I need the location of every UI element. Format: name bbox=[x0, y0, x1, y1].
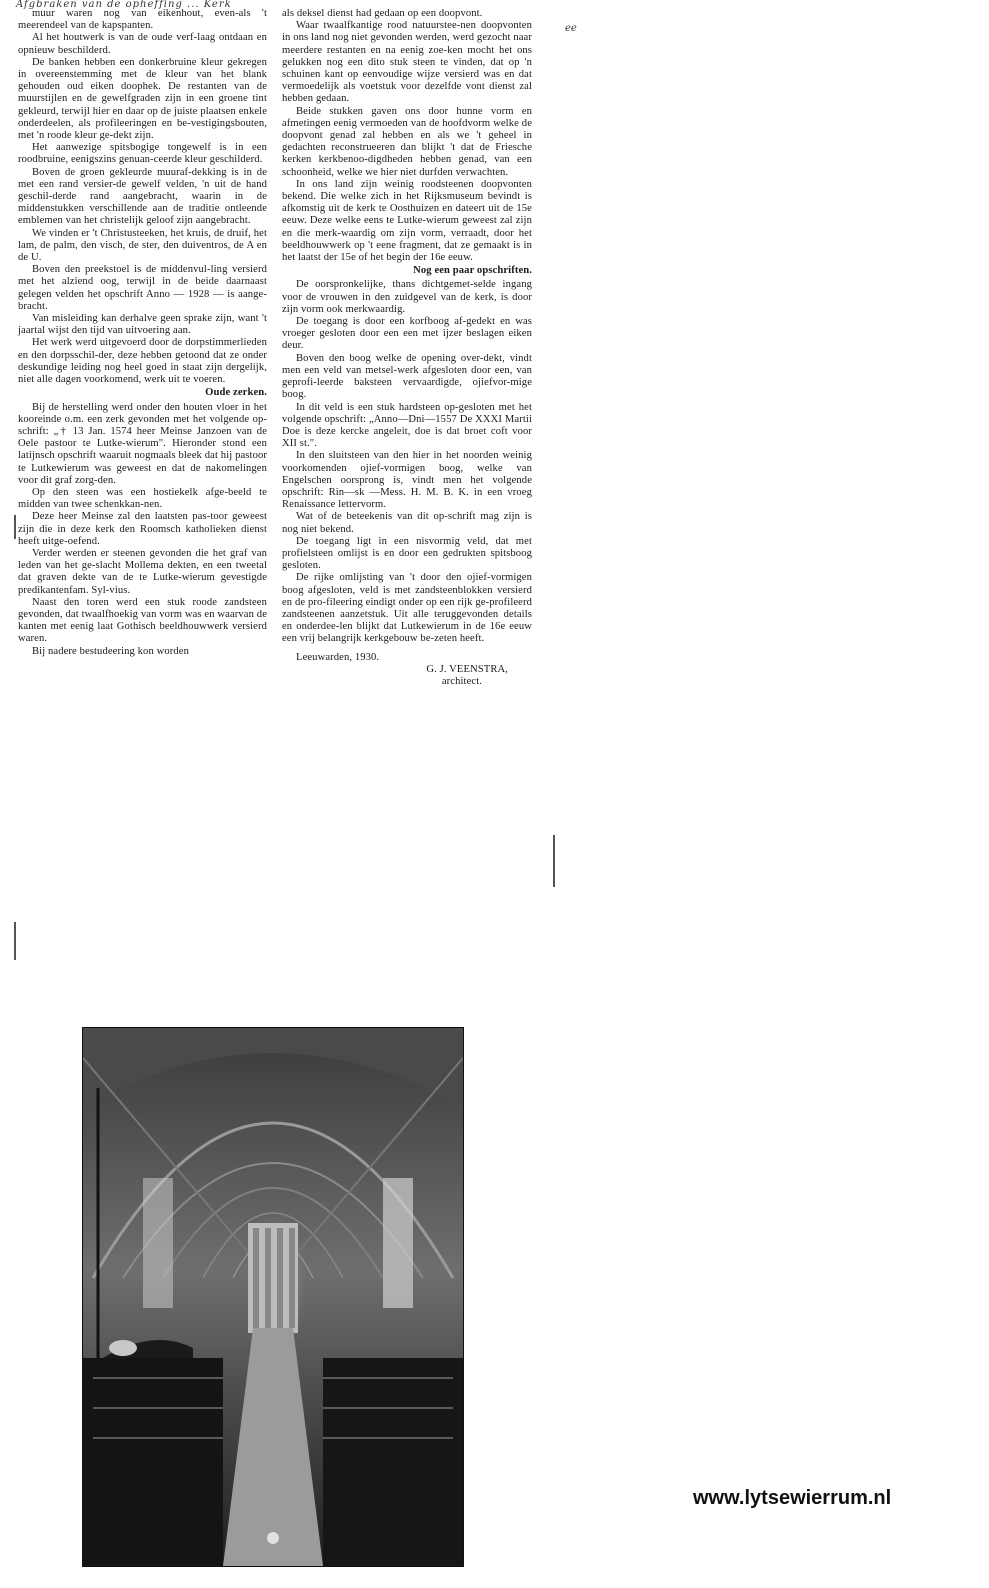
paragraph: als deksel dienst had gedaan op een doopvont. bbox=[282, 8, 483, 19]
paragraph: In dit veld is een stuk hardsteen op-gesloten met het volgende opschrift: „Anno—Dni—1557 De XXXI Martii Doe is deze kercke angeleit, doe is dat broet coft voor XII st.". bbox=[282, 401, 532, 450]
paragraph: Bij nadere bestudeering kon worden bbox=[32, 645, 189, 657]
margin-mark bbox=[14, 922, 16, 960]
paragraph: Het aanwezige spitsbogige tongewelf is in een roodbruine, eenigszins genuan-ceerde kleur geschilderd. bbox=[18, 142, 267, 166]
paragraph: Bij de herstelling werd onder den houten vloer in het kooreinde o.m. een zerk gevonden met het volgende op-schrift: „† 13 Jan. 1574 heer Meinse Janzoen van de Oele pastoor te Lutke-wierum". Hieronder stond een latijnsch opschrift waaruit nogmaals bleek dat hij pastoor te Lutkewierum was geweest en dat de nakomelingen voor dit graf zorg-den. bbox=[18, 401, 267, 486]
paragraph: Verder werden er steenen gevonden die het graf van leden van het ge-slacht Mollema dekten, en een tweetal dat graven dekte van de te Lutke-wierum gevestigde predikantenfam. Syl-vius. bbox=[18, 547, 267, 596]
paragraph: Op den steen was een hostiekelk afge-beeld te midden van twee schenkkan-nen. bbox=[18, 486, 267, 511]
paragraph: Wat of de beteekenis van dit op-schrift mag zijn is nog niet bekend. bbox=[282, 511, 532, 535]
paragraph: Naast den toren werd een stuk roode zandsteen gevonden, dat twaalfhoekig van vorm was en waarvan de kanten met eenig laat Gothisch beeldhouwwerk versierd waren. bbox=[18, 596, 267, 645]
section-heading: Nog een paar opschriften. bbox=[413, 265, 532, 277]
paragraph: De toegang ligt in een nisvormig veld, dat met profielsteen omlijst is en door een gedrukten spitsboog gesloten. bbox=[282, 535, 532, 572]
author-title: architect. bbox=[441, 675, 482, 687]
right-column bbox=[282, 8, 532, 688]
paragraph: In ons land zijn weinig roodsteenen doopvonten bekend. Die welke zich in het Rijksmuseum bevindt is afkomstig uit de kerk te Oosthuizen en dateert uit de 15e eeuw. Deze welke eens te Lutke-wierum geweest zal zijn en die merk-waardig om zijn vorm, verraadt, door het beeldhouwwerk op 't eene fragment, dat ze gemaakt is in het laatst der 15e of het begin der 16e eeuw. bbox=[282, 178, 532, 264]
paragraph: Het werk werd uitgevoerd door de dorpstimmerlieden en den dorpsschil-der, deze hebben getoond dat ze onder deskundige leiding nog heel goed in staat zijn dergelijk, niet alle dagen voorkomend, werk uit te voeren. bbox=[18, 337, 267, 386]
left-column bbox=[18, 8, 267, 658]
paragraph: We vinden er 't Christusteeken, het kruis, de druif, het lam, de palm, den visch, de ster, den duiventros, de A en de U. bbox=[18, 227, 267, 264]
church-interior-photo bbox=[82, 1027, 464, 1567]
section-heading: Oude zerken. bbox=[205, 387, 267, 399]
paragraph: Van misleiding kan derhalve geen sprake zijn, want 't jaartal wijst den tijd van uitvoering aan. bbox=[18, 313, 267, 337]
paragraph: In den sluitsteen van den hier in het noorden weinig voorkomenden ojief-vormigen boog, welke van Engelschen oorsprong is, vindt men het volgende opschrift: Rin—sk —Mess. H. M. B. K. in een vroeg Renaissance lettervorm. bbox=[282, 450, 532, 511]
paragraph: Deze heer Meinse zal den laatsten pas-toor geweest zijn die in deze kerk den Roomsch katholieken dienst heeft uitge-oefend. bbox=[18, 511, 267, 547]
website-watermark: www.lytsewierrum.nl bbox=[693, 1487, 892, 1509]
handwritten-annotation: Afgbraken van de opheffing ... Kerk bbox=[16, 0, 232, 10]
margin-mark bbox=[553, 835, 555, 887]
handwritten-mark: ee bbox=[565, 23, 577, 34]
paragraph: Boven de groen gekleurde muuraf-dekking is in de met een rand versier-de gewelf velden, 'n uit de hand geschil-derde rand aangebracht, waarin in de middenstukken verschillende aan de traditie ontleende emblemen van het christelijk geloof zijn aangebracht. bbox=[18, 166, 267, 227]
author-name: G. J. VEENSTRA, bbox=[426, 663, 508, 675]
margin-mark bbox=[14, 515, 16, 539]
paragraph: Al het houtwerk is van de oude verf-laag ontdaan en opnieuw beschilderd. bbox=[18, 32, 267, 56]
paragraph: De oorspronkelijke, thans dichtgemet-selde ingang voor de vrouwen in den zuidgevel van de kerk, is door zijn vorm ook merkwaardig. bbox=[282, 279, 532, 315]
paragraph: Boven den preekstoel is de middenvul-ling versierd met het alziend oog, terwijl in de beide daarnaast gelegen velden het opschrift Anno — 1928 — is aange-bracht. bbox=[18, 264, 267, 312]
paragraph: Beide stukken gaven ons door hunne vorm en afmetingen eenig vermoeden van de hoofdvorm welke de doopvont genad zal hebben en als we 't geheel in gedachten reconstrueeren dan blijkt 't dat de Friesche kerken kerkbenoo-digdheden hebben genad, van een schoonheid, welke we hier niet durfden verwachten. bbox=[282, 105, 532, 178]
paragraph: De banken hebben een donkerbruine kleur gekregen in overeenstemming met de kleur van het blank gehouden oud eiken doophek. De restanten van de muurstijlen en de gewelfgraden zijn in een groene tint gekleurd, terwijl hier en daar op de juiste plaatsen enkele onderdeelen, als profileeringen en be-vestigingsbouten, met 'n roode kleur ge-dekt zijn. bbox=[18, 56, 267, 142]
paragraph: Boven den boog welke de opening over-dekt, vindt men een veld van metsel-werk afgesloten door een, van geprofi-leerde baksteen vervaardigde, ojiefvor-mige boog. bbox=[282, 352, 532, 401]
paragraph: muur waren nog van eikenhout, even-als 't meerendeel van de kapspanten. bbox=[18, 8, 267, 32]
paragraph: De toegang is door een korfboog af-gedekt en was vroeger gesloten door een een met ijzer beslagen eiken deur. bbox=[282, 316, 532, 352]
paragraph: Waar twaalfkantige rood natuurstee-nen doopvonten in ons land nog niet gevonden werden, werd gezocht naar meerdere restanten en na eenig zoe-ken mocht het ons gelukken nog een dito stuk steen te vinden, dat op 'n schuinen kant op eenvoudige wijze versierd was en dat vermoedelijk als voetstuk voor dezelfde vont dienst zal hebben gedaan. bbox=[282, 20, 532, 105]
place-date: Leeuwarden, 1930. bbox=[296, 651, 380, 663]
paragraph: De rijke omlijsting van 't door den ojief-vormigen boog afgesloten, veld is met zandsteenblokken versierd en de pro-fileering eindigt onder op een rijk ge-profileerd zandsteenen aanzetstuk. Uit alle teruggevonden details en onderdee-len blijkt dat Lutkewierum in de 16e eeuw een vrij belangrijk kerkgebouw be-zeten heeft. bbox=[282, 572, 532, 645]
